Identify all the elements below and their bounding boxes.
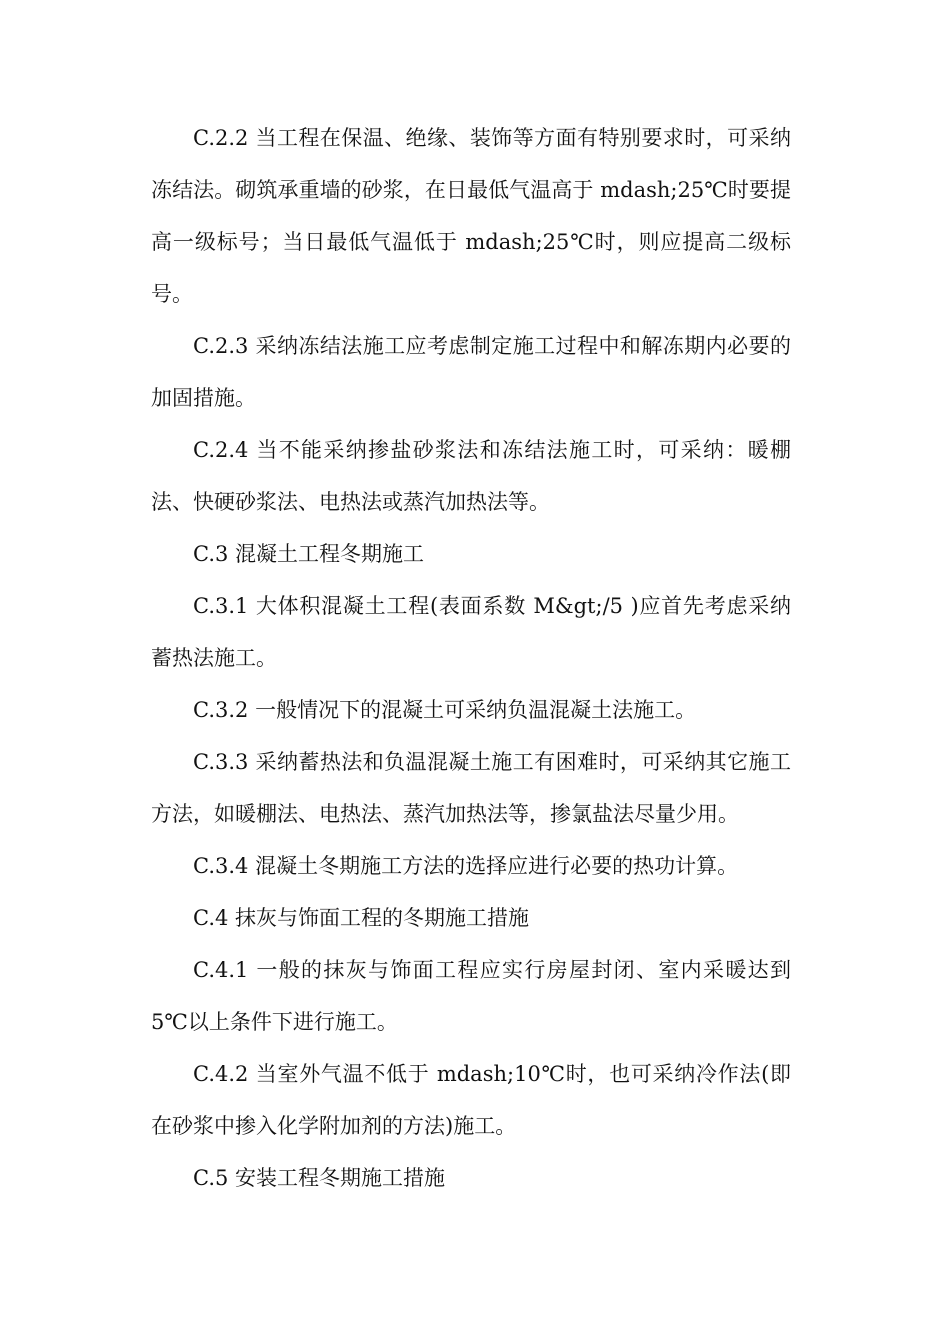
heading-c-4: C.4 抹灰与饰面工程的冬期施工措施: [193, 906, 530, 930]
paragraph-c-2-4: C.2.4 当不能采纳掺盐砂浆法和冻结法施工时，可采纳：暖棚法、快硬砂浆法、电热法或蒸汽加热法等。: [151, 438, 791, 514]
paragraph-c-2-3: C.2.3 采纳冻结法施工应考虑制定施工过程中和解冻期内必要的加固措施。: [151, 334, 791, 410]
paragraph-c-4-2: C.4.2 当室外气温不低于 mdash;10℃时，也可采纳冷作法(即在砂浆中掺入化学附加剂的方法)施工。: [151, 1062, 791, 1138]
heading-c-5: C.5 安装工程冬期施工措施: [193, 1166, 446, 1190]
paragraph-c-3-2: C.3.2 一般情况下的混凝土可采纳负温混凝土法施工。: [193, 698, 697, 722]
paragraph-c-3-1: C.3.1 大体积混凝土工程(表面系数 M&gt;/5 )应首先考虑采纳蓄热法施工。: [151, 594, 791, 670]
heading-c-3: C.3 混凝土工程冬期施工: [193, 542, 425, 566]
paragraph-c-3-4: C.3.4 混凝土冬期施工方法的选择应进行必要的热功计算。: [193, 854, 739, 878]
paragraph-c-4-1: C.4.1 一般的抹灰与饰面工程应实行房屋封闭、室内采暖达到 5℃以上条件下进行施工。: [151, 958, 791, 1034]
paragraph-c-3-3: C.3.3 采纳蓄热法和负温混凝土施工有困难时，可采纳其它施工方法，如暖棚法、电热法、蒸汽加热法等，掺氯盐法尽量少用。: [151, 750, 791, 826]
paragraph-c-2-2: C.2.2 当工程在保温、绝缘、装饰等方面有特别要求时，可采纳冻结法。砌筑承重墙的砂浆，在日最低气温高于 mdash;25℃时要提高一级标号；当日最低气温低于 mdash;25℃时，则应提高二级标号。: [151, 126, 791, 306]
document-body: [151, 112, 791, 1204]
